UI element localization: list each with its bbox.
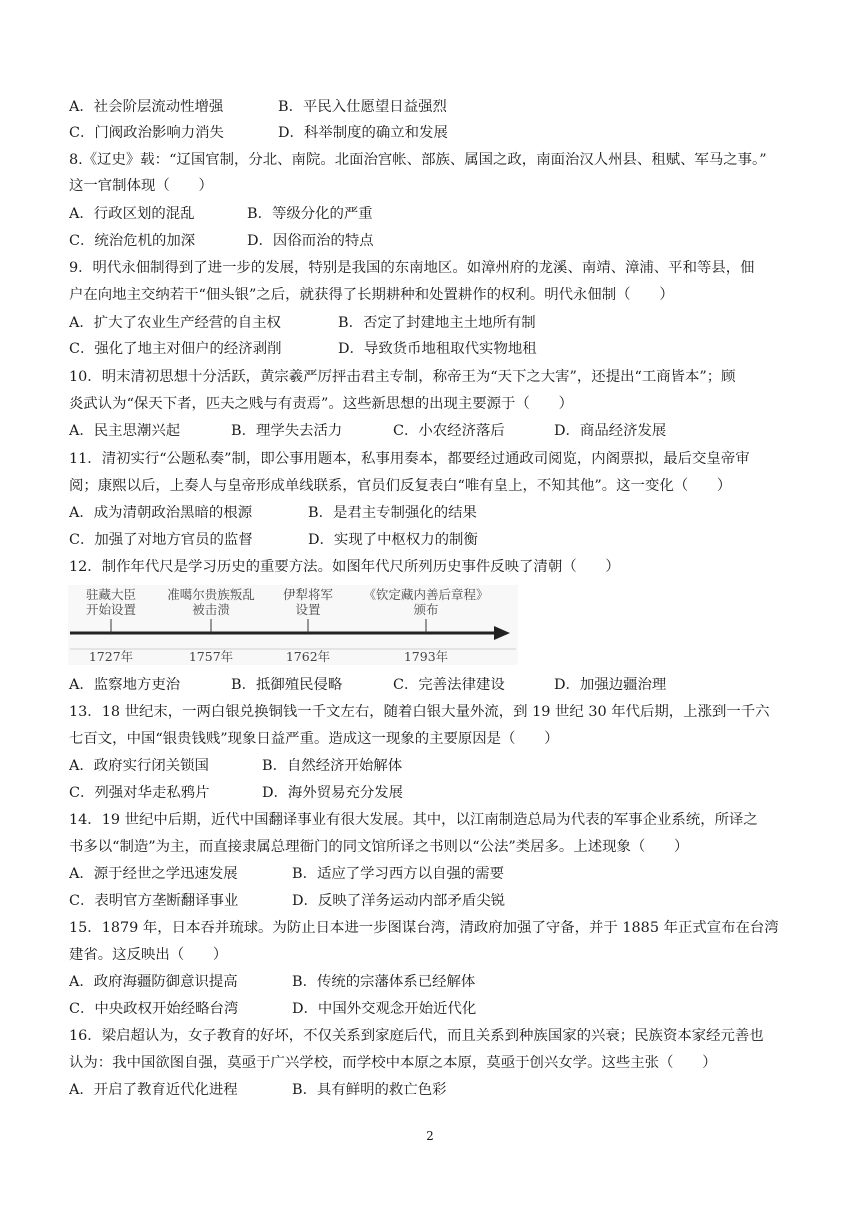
q14-option-b: B．适应了学习西方以自强的需要 [292, 866, 505, 882]
q12-option-d: D．加强边疆治理 [554, 677, 667, 693]
q12-stem-line-1: 12．制作年代尺是学习历史的重要方法。如图年代尺所列历史事件反映了清朝（ ） [69, 559, 620, 575]
q9-option-b: B．否定了封建地主土地所有制 [338, 315, 536, 331]
q16-stem-line-1: 16．梁启超认为，女子教育的好坏，不仅关系到家庭后代，而且关系到种族国家的兴衰；民族资本家经元善也 [69, 1028, 764, 1044]
q12-option-b: B．抵御殖民侵略 [231, 677, 343, 693]
timeline-event-label: 驻藏大臣 [85, 587, 137, 602]
q10-option-d: D．商品经济发展 [554, 423, 667, 439]
q8-stem-line-2: 这一官制体现（ ） [69, 178, 213, 194]
timeline-event-label: 伊犁将军 [282, 587, 334, 602]
q8-option-d: D．因俗而治的特点 [247, 233, 374, 249]
q13-stem-line-2: 七百文，中国“银贵钱贱”现象日益严重。造成这一现象的主要原因是（ ） [69, 731, 559, 747]
q16-stem-line-2: 认为：我中国欲图自强，莫亟于广兴学校，而学校中本原之本原，莫亟于创兴女学。这些主张（ ） [69, 1055, 717, 1071]
q7-option-b: B．平民入仕愿望日益强烈 [278, 99, 447, 115]
q7-option-d: D．科举制度的确立和发展 [278, 125, 448, 141]
q15-stem-line-2: 建省。这反映出（ ） [69, 947, 228, 963]
q7-option-c: C．门阀政治影响力消失 [69, 125, 224, 141]
q7-option-a: A．社会阶层流动性增强 [69, 99, 224, 115]
q8-option-a: A．行政区划的混乱 [69, 206, 195, 222]
q13-option-b: B．自然经济开始解体 [262, 758, 403, 774]
q14-stem-line-1: 14．19 世纪中后期，近代中国翻译事业有很大发展。其中，以江南制造总局为代表的军事企业系统，所译之 [69, 812, 758, 828]
timeline-event-label: 颁布 [413, 602, 439, 617]
q11-stem-line-2: 阅；康熙以后，上奏人与皇帝形成单线联系，官员们反复表白“唯有皇上，不知其他”。这一变化（ ） [69, 478, 732, 494]
q12-option-a: A．监察地方吏治 [69, 677, 181, 693]
timeline-year-label: 1757年 [188, 649, 234, 664]
q13-option-a: A．政府实行闭关锁国 [69, 758, 209, 774]
q14-option-d: D．反映了洋务运动内部矛盾尖锐 [292, 893, 506, 909]
q11-option-b: B．是君主专制强化的结果 [308, 505, 477, 521]
q9-option-a: A．扩大了农业生产经营的自主权 [69, 315, 281, 331]
timeline-event-label: 设置 [295, 602, 321, 617]
q13-stem-line-1: 13．18 世纪末，一两白银兑换铜钱一千文左右，随着白银大量外流，到 19 世纪 30 年代后期，上涨到一千六 [69, 704, 770, 720]
q10-stem-line-2: 炎武认为“保天下者，匹夫之贱与有责焉”。这些新思想的出现主要源于（ ） [69, 396, 573, 412]
q8-option-b: B．等级分化的严重 [247, 206, 373, 222]
timeline-event-label: 准噶尔贵族叛乱 [167, 587, 255, 602]
timeline-event-label: 被击溃 [192, 602, 230, 617]
q9-option-d: D．导致货币地租取代实物地租 [338, 341, 537, 357]
timeline-year-label: 1793年 [403, 649, 449, 664]
q10-option-a: A．民主思潮兴起 [69, 423, 181, 439]
q15-option-c: C．中央政权开始经略台湾 [69, 1001, 239, 1017]
page-number: 2 [426, 1129, 434, 1143]
q16-option-a: A．开启了教育近代化进程 [69, 1082, 238, 1098]
q15-option-d: D．中国外交观念开始近代化 [292, 1001, 477, 1017]
timeline-chart [68, 585, 518, 665]
q9-stem-line-1: 9．明代永佃制得到了进一步的发展，特别是我国的东南地区。如漳州府的龙溪、南靖、漳浦、平和等县，佃 [69, 260, 755, 276]
q11-option-d: D．实现了中枢权力的制衡 [308, 532, 478, 548]
q11-stem-line-1: 11．清初实行“公题私奏”制，即公事用题本，私事用奏本，都要经过通政司阅览，内阁票拟，最后交皇帝审 [69, 451, 750, 467]
q10-stem-line-1: 10．明末清初思想十分活跃，黄宗羲严厉抨击君主专制，称帝王为“天下之大害”，还提出“工商皆本”；顾 [69, 369, 736, 385]
timeline-event-label: 开始设置 [85, 602, 137, 617]
q9-option-c: C．强化了地主对佃户的经济剥削 [69, 341, 282, 357]
q11-option-c: C．加强了对地方官员的监督 [69, 532, 253, 548]
q10-option-b: B．理学失去活力 [231, 423, 343, 439]
q13-option-c: C．列强对华走私鸦片 [69, 785, 210, 801]
q8-option-c: C．统治危机的加深 [69, 233, 196, 249]
timeline-year-label: 1762年 [285, 649, 331, 664]
q16-option-b: B．具有鲜明的救亡色彩 [292, 1082, 447, 1098]
q10-option-c: C．小农经济落后 [393, 423, 505, 439]
timeline-year-label: 1727年 [88, 649, 134, 664]
q14-option-a: A．源于经世之学迅速发展 [69, 866, 238, 882]
q8-stem-line-1: 8.《辽史》载：“辽国官制，分北、南院。北面治宫帐、部族、属国之政，南面治汉人州县、租赋、军马之事。” [69, 152, 767, 168]
q14-option-c: C．表明官方垄断翻译事业 [69, 893, 239, 909]
q14-stem-line-2: 书多以“制造”为主，而直接隶属总理衙门的同文馆所译之书则以“公法”类居多。上述现象（ ） [69, 839, 689, 855]
q12-option-c: C．完善法律建设 [393, 677, 505, 693]
q15-option-a: A．政府海疆防御意识提高 [69, 974, 238, 990]
q9-stem-line-2: 户在向地主交纳若干“佃头银”之后，就获得了长期耕种和处置耕作的权利。明代永佃制（ ） [69, 287, 674, 303]
q15-option-b: B．传统的宗藩体系已经解体 [292, 974, 476, 990]
q15-stem-line-1: 15．1879 年，日本吞并琉球。为防止日本进一步图谋台湾，清政府加强了守备，并于 1885 年正式宣布在台湾 [69, 920, 779, 936]
q11-option-a: A．成为清朝政治黑暗的根源 [69, 505, 253, 521]
timeline-event-label: 《钦定藏内善后章程》 [363, 587, 489, 602]
q13-option-d: D．海外贸易充分发展 [262, 785, 404, 801]
